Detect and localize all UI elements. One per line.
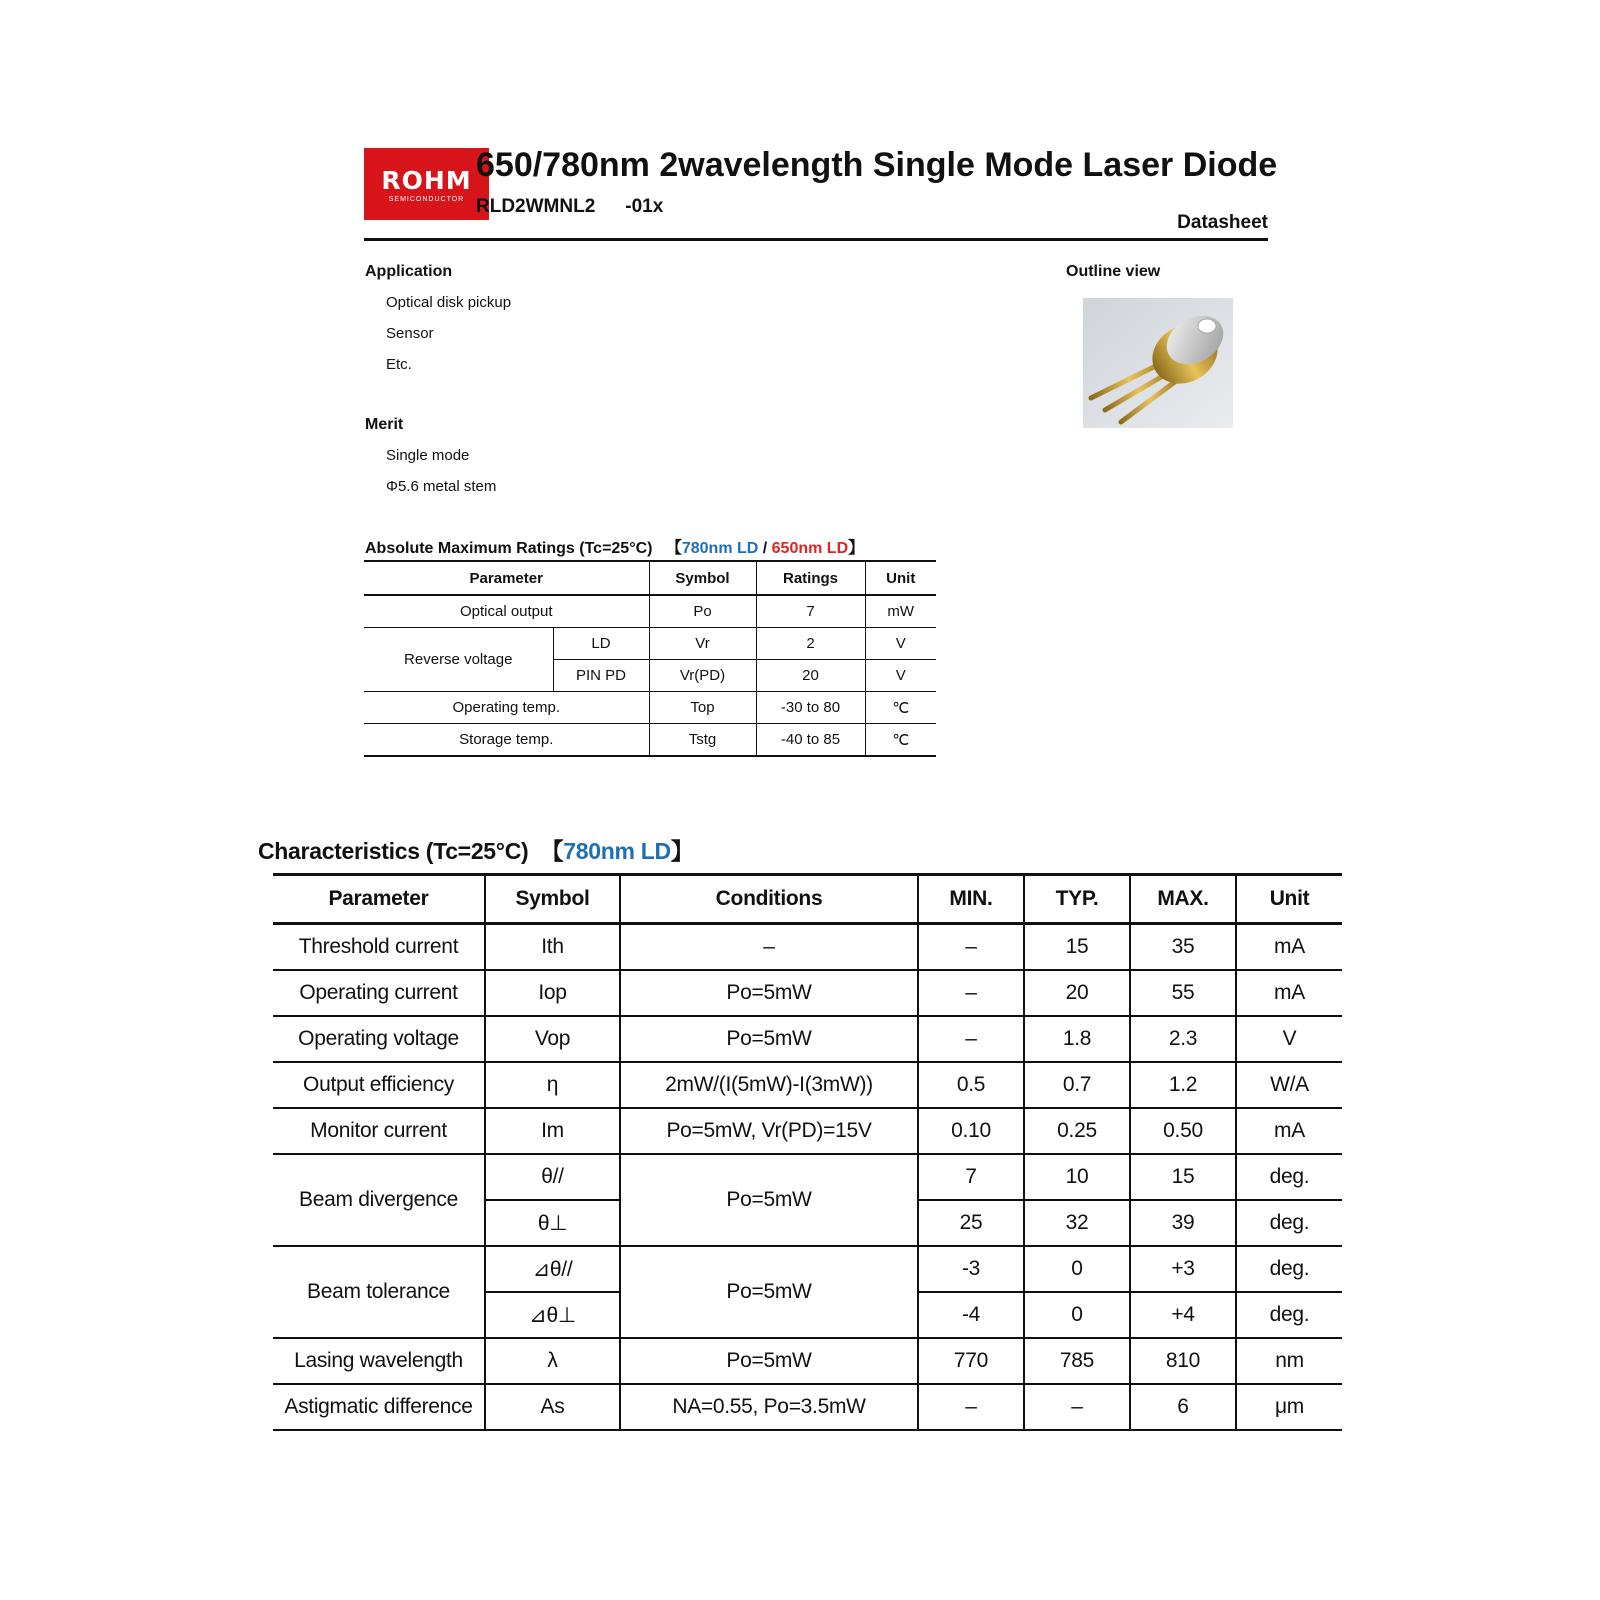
unit-cell: mW bbox=[865, 595, 936, 628]
max-cell: 15 bbox=[1130, 1154, 1236, 1200]
characteristics-legend-open: 【 bbox=[540, 838, 564, 864]
min-cell: – bbox=[918, 924, 1024, 971]
typ-cell: 15 bbox=[1024, 924, 1130, 971]
min-cell: – bbox=[918, 1016, 1024, 1062]
characteristics-title bbox=[258, 833, 694, 866]
symbol-cell: Ith bbox=[485, 924, 620, 971]
table-row bbox=[273, 1384, 1342, 1430]
sub-param-cell: LD bbox=[553, 628, 649, 660]
sub-param-cell: PIN PD bbox=[553, 660, 649, 692]
rating-cell: -40 to 85 bbox=[756, 724, 865, 757]
logo-brand: ROHM bbox=[381, 166, 472, 195]
max-cell: 2.3 bbox=[1130, 1016, 1236, 1062]
table-row bbox=[273, 1062, 1342, 1108]
min-cell: – bbox=[918, 1384, 1024, 1430]
param-cell: Astigmatic difference bbox=[273, 1384, 485, 1430]
conditions-cell: – bbox=[620, 924, 918, 971]
typ-cell: 0.25 bbox=[1024, 1108, 1130, 1154]
table-row bbox=[273, 1016, 1342, 1062]
unit-cell: deg. bbox=[1236, 1154, 1342, 1200]
symbol-cell: Vr(PD) bbox=[649, 660, 756, 692]
unit-cell: ℃ bbox=[865, 724, 936, 757]
abs-max-title bbox=[365, 535, 864, 558]
column-header: Unit bbox=[865, 561, 936, 595]
symbol-cell: θ⊥ bbox=[485, 1200, 620, 1246]
logo-subtitle: SEMICONDUCTOR bbox=[388, 196, 465, 203]
column-header: Symbol bbox=[485, 875, 620, 924]
characteristics-legend-close: 】 bbox=[670, 838, 694, 864]
unit-cell: μm bbox=[1236, 1384, 1342, 1430]
min-cell: 0.10 bbox=[918, 1108, 1024, 1154]
typ-cell: 785 bbox=[1024, 1338, 1130, 1384]
min-cell: 770 bbox=[918, 1338, 1024, 1384]
characteristics-table bbox=[273, 873, 1342, 1431]
abs-max-header-row bbox=[364, 561, 936, 595]
param-cell: Operating voltage bbox=[273, 1016, 485, 1062]
table-row bbox=[273, 1338, 1342, 1384]
symbol-cell: Iop bbox=[485, 970, 620, 1016]
conditions-cell: Po=5mW bbox=[620, 1016, 918, 1062]
legend-650nm: 650nm LD bbox=[771, 540, 849, 557]
symbol-cell: Top bbox=[649, 692, 756, 724]
unit-cell: mA bbox=[1236, 970, 1342, 1016]
conditions-cell: 2mW/(I(5mW)-I(3mW)) bbox=[620, 1062, 918, 1108]
part-number-base: RLD2WMNL2 bbox=[476, 196, 596, 217]
min-cell: 0.5 bbox=[918, 1062, 1024, 1108]
abs-max-legend-open: 【 bbox=[665, 540, 682, 557]
typ-cell: 0 bbox=[1024, 1292, 1130, 1338]
typ-cell: 10 bbox=[1024, 1154, 1130, 1200]
column-header: MIN. bbox=[918, 875, 1024, 924]
application-item: Optical disk pickup bbox=[386, 294, 512, 311]
merit-item: Single mode bbox=[386, 447, 470, 464]
application-heading: Application bbox=[365, 263, 453, 280]
param-cell: Output efficiency bbox=[273, 1062, 485, 1108]
rating-cell: 20 bbox=[756, 660, 865, 692]
param-cell: Lasing wavelength bbox=[273, 1338, 485, 1384]
abs-max-title-text: Absolute Maximum Ratings (Tc=25°C) bbox=[365, 540, 653, 557]
conditions-cell: Po=5mW bbox=[620, 1246, 918, 1338]
symbol-cell: Po bbox=[649, 595, 756, 628]
min-cell: – bbox=[918, 970, 1024, 1016]
table-row bbox=[273, 970, 1342, 1016]
unit-cell: deg. bbox=[1236, 1200, 1342, 1246]
min-cell: -4 bbox=[918, 1292, 1024, 1338]
unit-cell: mA bbox=[1236, 1108, 1342, 1154]
merit-item: Φ5.6 metal stem bbox=[386, 478, 497, 495]
legend-780nm: 780nm LD bbox=[681, 540, 759, 557]
max-cell: 6 bbox=[1130, 1384, 1236, 1430]
typ-cell: – bbox=[1024, 1384, 1130, 1430]
rating-cell: -30 to 80 bbox=[756, 692, 865, 724]
application-item: Etc. bbox=[386, 356, 412, 373]
column-header: Parameter bbox=[364, 561, 649, 595]
column-header: Ratings bbox=[756, 561, 865, 595]
param-cell: Threshold current bbox=[273, 924, 485, 971]
legend-780nm: 780nm LD bbox=[563, 838, 671, 864]
table-row bbox=[273, 1154, 1342, 1200]
column-header: Unit bbox=[1236, 875, 1342, 924]
table-row bbox=[364, 595, 936, 628]
typ-cell: 20 bbox=[1024, 970, 1130, 1016]
symbol-cell: ⊿θ⊥ bbox=[485, 1292, 620, 1338]
rating-cell: 7 bbox=[756, 595, 865, 628]
param-cell: Storage temp. bbox=[364, 724, 649, 757]
characteristics-header-row bbox=[273, 875, 1342, 924]
max-cell: +3 bbox=[1130, 1246, 1236, 1292]
conditions-cell: Po=5mW bbox=[620, 1338, 918, 1384]
column-header: Symbol bbox=[649, 561, 756, 595]
abs-max-table bbox=[364, 560, 936, 757]
min-cell: 25 bbox=[918, 1200, 1024, 1246]
laser-diode-image bbox=[1083, 298, 1233, 428]
typ-cell: 0.7 bbox=[1024, 1062, 1130, 1108]
param-cell: Reverse voltage bbox=[364, 628, 553, 692]
max-cell: 810 bbox=[1130, 1338, 1236, 1384]
unit-cell: nm bbox=[1236, 1338, 1342, 1384]
conditions-cell: Po=5mW bbox=[620, 1154, 918, 1246]
param-cell: Beam tolerance bbox=[273, 1246, 485, 1338]
unit-cell: deg. bbox=[1236, 1246, 1342, 1292]
rohm-logo bbox=[364, 148, 489, 220]
unit-cell: ℃ bbox=[865, 692, 936, 724]
table-row bbox=[364, 628, 936, 660]
table-row bbox=[273, 924, 1342, 971]
param-cell: Operating temp. bbox=[364, 692, 649, 724]
table-row bbox=[273, 1108, 1342, 1154]
min-cell: 7 bbox=[918, 1154, 1024, 1200]
merit-heading: Merit bbox=[365, 416, 404, 433]
part-number-suffix: -01x bbox=[625, 196, 664, 217]
max-cell: 55 bbox=[1130, 970, 1236, 1016]
unit-cell: deg. bbox=[1236, 1292, 1342, 1338]
param-cell: Operating current bbox=[273, 970, 485, 1016]
column-header: Conditions bbox=[620, 875, 918, 924]
unit-cell: W/A bbox=[1236, 1062, 1342, 1108]
max-cell: 35 bbox=[1130, 924, 1236, 971]
symbol-cell: λ bbox=[485, 1338, 620, 1384]
unit-cell: V bbox=[865, 660, 936, 692]
max-cell: 0.50 bbox=[1130, 1108, 1236, 1154]
characteristics-title-text: Characteristics (Tc=25°C) bbox=[258, 838, 529, 864]
symbol-cell: η bbox=[485, 1062, 620, 1108]
min-cell: -3 bbox=[918, 1246, 1024, 1292]
param-cell: Monitor current bbox=[273, 1108, 485, 1154]
symbol-cell: As bbox=[485, 1384, 620, 1430]
symbol-cell: Vr bbox=[649, 628, 756, 660]
column-header: TYP. bbox=[1024, 875, 1130, 924]
conditions-cell: Po=5mW, Vr(PD)=15V bbox=[620, 1108, 918, 1154]
max-cell: 1.2 bbox=[1130, 1062, 1236, 1108]
unit-cell: V bbox=[865, 628, 936, 660]
symbol-cell: θ// bbox=[485, 1154, 620, 1200]
max-cell: 39 bbox=[1130, 1200, 1236, 1246]
header-divider bbox=[364, 238, 1268, 241]
table-row bbox=[364, 724, 936, 757]
unit-cell: mA bbox=[1236, 924, 1342, 971]
conditions-cell: Po=5mW bbox=[620, 970, 918, 1016]
param-cell: Beam divergence bbox=[273, 1154, 485, 1246]
document-title: 650/780nm 2wavelength Single Mode Laser Diode bbox=[476, 146, 1278, 184]
typ-cell: 1.8 bbox=[1024, 1016, 1130, 1062]
column-header: Parameter bbox=[273, 875, 485, 924]
part-number bbox=[476, 196, 663, 218]
symbol-cell: Tstg bbox=[649, 724, 756, 757]
rating-cell: 2 bbox=[756, 628, 865, 660]
doc-type-label: Datasheet bbox=[1177, 212, 1268, 233]
application-item: Sensor bbox=[386, 325, 434, 342]
symbol-cell: Vop bbox=[485, 1016, 620, 1062]
abs-max-legend-separator: / bbox=[758, 540, 772, 557]
conditions-cell: NA=0.55, Po=3.5mW bbox=[620, 1384, 918, 1430]
typ-cell: 0 bbox=[1024, 1246, 1130, 1292]
param-cell: Optical output bbox=[364, 595, 649, 628]
column-header: MAX. bbox=[1130, 875, 1236, 924]
table-row bbox=[273, 1246, 1342, 1292]
outline-view-heading: Outline view bbox=[1066, 263, 1161, 280]
abs-max-legend-close: 】 bbox=[848, 540, 865, 557]
typ-cell: 32 bbox=[1024, 1200, 1130, 1246]
unit-cell: V bbox=[1236, 1016, 1342, 1062]
symbol-cell: ⊿θ// bbox=[485, 1246, 620, 1292]
table-row bbox=[364, 692, 936, 724]
max-cell: +4 bbox=[1130, 1292, 1236, 1338]
symbol-cell: Im bbox=[485, 1108, 620, 1154]
